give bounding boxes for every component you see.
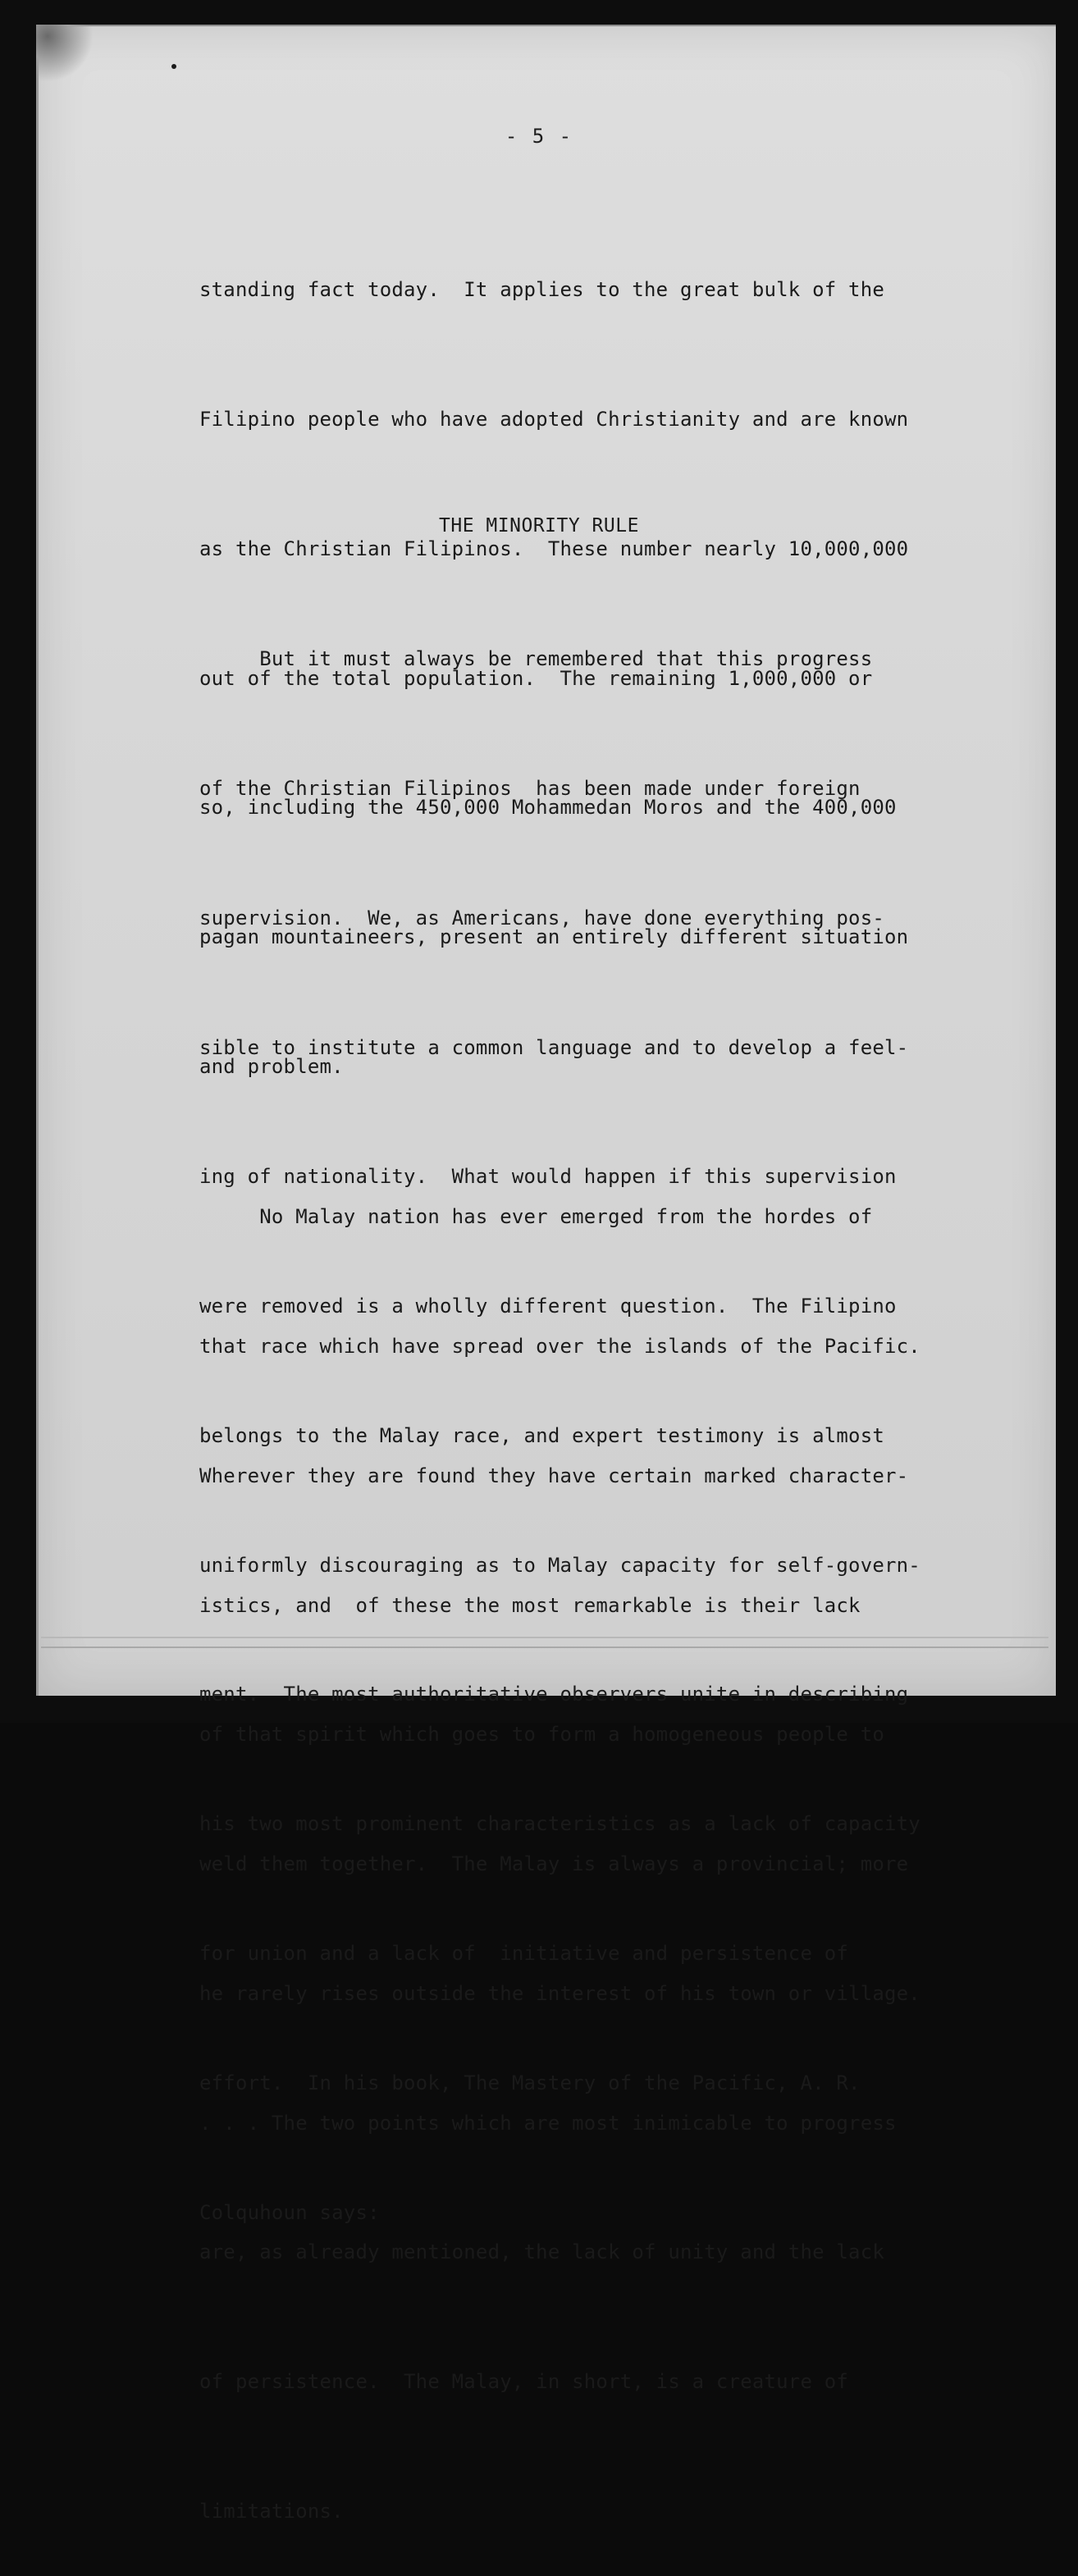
text-line: uniformly discouraging as to Malay capacity for self-govern- xyxy=(199,1553,920,1577)
text-line: supervision. We, as Americans, have done everything pos- xyxy=(199,906,885,929)
text-line: But it must always be remembered that this progress xyxy=(199,647,873,671)
text-line: his two most prominent characteristics as a lack of capacity xyxy=(199,1812,920,1836)
text-line: ing of nationality. What would happen if this supervision xyxy=(199,1165,897,1189)
text-line: and problem. xyxy=(199,1054,344,1078)
text-line: that race which have spread over the islands of the Pacific. xyxy=(199,1334,920,1358)
section-heading: THE MINORITY RULE xyxy=(439,515,639,537)
text-line: so, including the 450,000 Mohammedan Moros and the 400,000 xyxy=(199,796,897,820)
text-line: of the Christian Filipinos has been made under foreign xyxy=(199,776,861,800)
text-line: pagan mountaineers, present an entirely different situation xyxy=(199,925,909,949)
text-line: standing fact today. It applies to the great bulk of the xyxy=(199,278,885,302)
page-number: - 5 - xyxy=(505,125,573,148)
text-line: Colquhoun says: xyxy=(199,2200,380,2224)
text-line: are, as already mentioned, the lack of unity and the lack xyxy=(199,2240,885,2264)
ink-speck xyxy=(171,64,176,69)
text-line: weld them together. The Malay is always a provincial; more xyxy=(199,1852,909,1876)
page-corner-mark xyxy=(36,25,94,82)
text-line: . . . The two points which are most inimicable to progress xyxy=(199,2111,897,2135)
text-line: sible to institute a common language and to develop a feel- xyxy=(199,1035,909,1059)
text-line: were removed is a wholly different question. The Filipino xyxy=(199,1295,897,1318)
text-line: effort. In his book, The Mastery of the Pacific, A. R. xyxy=(199,2071,861,2094)
text-line: limitations. xyxy=(199,2500,344,2523)
text-line: of that spirit which goes to form a homogeneous people to xyxy=(199,1723,885,1747)
text-line: as the Christian Filipinos. These number nearly 10,000,000 xyxy=(199,537,909,560)
text-line: No Malay nation has ever emerged from the hordes of xyxy=(199,1205,873,1229)
text-line: of persistence. The Malay, in short, is a creature of xyxy=(199,2370,849,2394)
text-line: for union and a lack of initiative and persistence of xyxy=(199,1942,849,1965)
text-line: istics, and of these the most remarkable is their lack xyxy=(199,1593,861,1617)
paragraph-quotation xyxy=(199,1109,971,2576)
text-line: Filipino people who have adopted Christianity and are known xyxy=(199,407,909,431)
text-line: belongs to the Malay race, and expert testimony is almost xyxy=(199,1423,885,1447)
text-line: out of the total population. The remaining 1,000,000 or xyxy=(199,666,873,690)
text-line: he rarely rises outside the interest of his town or village. xyxy=(199,1981,920,2005)
text-line: ment. The most authoritative observers unite in describing xyxy=(199,1683,909,1706)
text-line: Wherever they are found they have certain marked character- xyxy=(199,1464,909,1487)
